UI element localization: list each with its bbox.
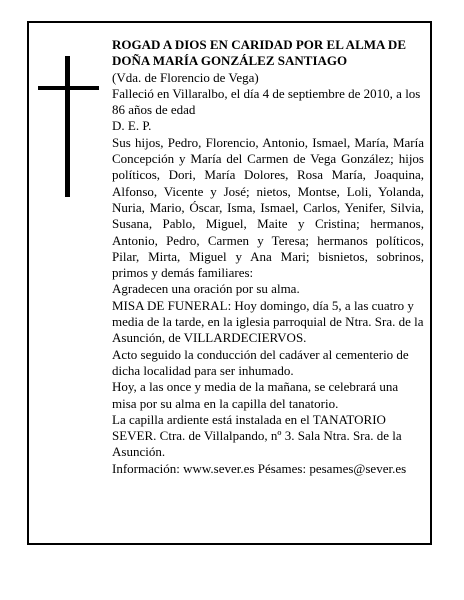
obituary-text — [112, 37, 424, 477]
prayer-request: Agradecen una oración por su alma. — [112, 281, 300, 297]
chapel-mass-info: Hoy, a las once y media de la mañana, se celebrará una misa por su alma en la capilla del tanatorio. — [112, 379, 399, 411]
contact-info: Información: www.sever.es Pésames: pesames@sever.es — [112, 460, 407, 476]
deceased-name: DOÑA MARÍA GONZÁLEZ SANTIAGO — [112, 53, 348, 69]
cross-vertical-bar — [65, 56, 70, 197]
dep-line: D. E. P. — [112, 118, 152, 134]
family-list: Sus hijos, Pedro, Florencio, Antonio, Ismael, María, María Concepción y María del Carmen de Vega González; hijos políticos, Dori, María Dolores, Rosa María, Joaquina, Alfonso, Vicente y José; nietos, Montse, Loli, Yolanda, Nuria, Mario, Óscar, Isma, Ismael, Carlos, Yenifer, Silvia, Susana, Pablo, Miguel, Maite y Cristina; hermanos, Antonio, Pedro, Carmen y Teresa; hermanos políticos, Pilar, Mirta, Miguel y Ana Mari; bisnietos, sobrinos, primos y demás familiares: — [112, 134, 424, 281]
cross-horizontal-bar — [38, 86, 99, 90]
notice-heading-line1: ROGAD A DIOS EN CARIDAD POR EL ALMA DE — [112, 37, 406, 52]
funeral-mass-info: MISA DE FUNERAL: Hoy domingo, día 5, a las cuatro y media de la tarde, en la iglesia parroquial de Ntra. Sra. de la Asunción, de VILLARDECIERVOS. — [112, 297, 424, 346]
funeral-chapel-location: La capilla ardiente está instalada en el TANATORIO SEVER. Ctra. de Villalpando, nº 3. Sala Ntra. Sra. de la Asunción. — [112, 411, 402, 460]
widow-of-subtitle: (Vda. de Florencio de Vega) — [112, 69, 259, 85]
burial-info: Acto seguido la conducción del cadáver al cementerio de dicha localidad para ser inhumado. — [112, 346, 409, 378]
death-info: Falleció en Villaralbo, el día 4 de septiembre de 2010, a los 86 años de edad — [112, 85, 421, 118]
